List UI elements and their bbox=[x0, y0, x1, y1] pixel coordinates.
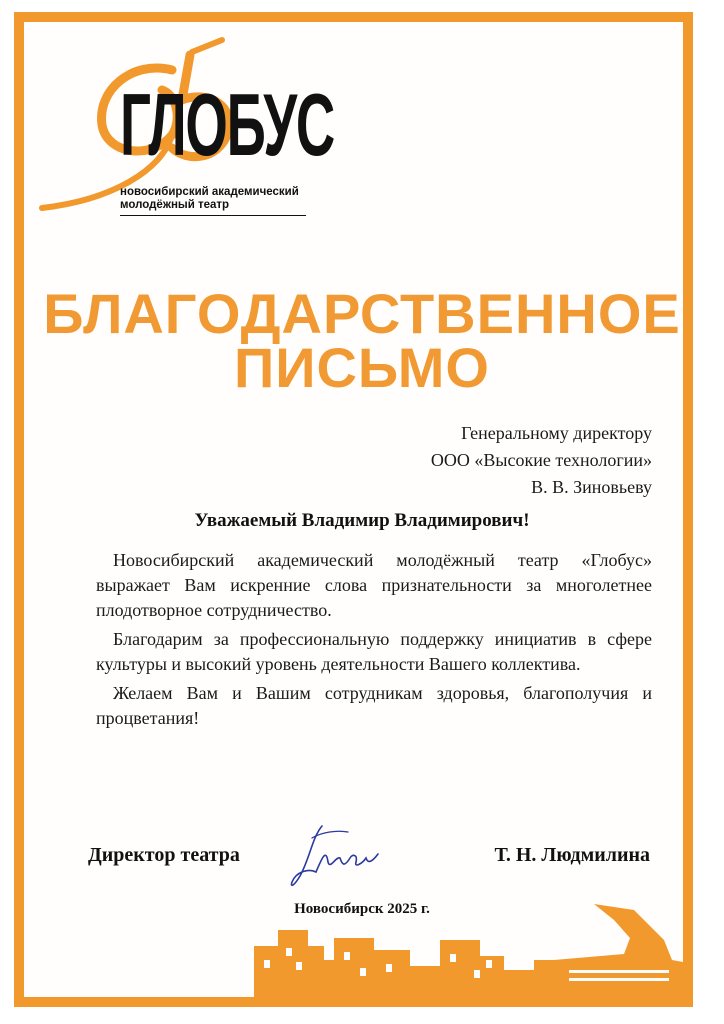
signatory-role: Директор театра bbox=[88, 844, 240, 866]
theatre-logo bbox=[22, 30, 335, 220]
addressee-position: Генеральному директору bbox=[461, 423, 652, 443]
logo-subtitle-line1: новосибирский академический bbox=[120, 186, 299, 198]
letter-body bbox=[96, 548, 652, 735]
city-skyline-illustration bbox=[24, 890, 683, 997]
body-paragraph-1: Новосибирский академический молодёжный театр «Глобус» выражает Вам искренние слова признательности за многолетнее плодотворное сотрудничество. bbox=[96, 550, 652, 620]
addressee-block bbox=[431, 420, 652, 501]
addressee-name: В. В. Зиновьеву bbox=[531, 477, 652, 497]
body-paragraph-2: Благодарим за профессиональную поддержку инициатив в сфере культуры и высокий уровень деятельности Вашего коллектива. bbox=[96, 629, 652, 674]
body-paragraph-3: Желаем Вам и Вашим сотрудникам здоровья, благополучия и процветания! bbox=[96, 683, 652, 728]
greeting: Уважаемый Владимир Владимирович! bbox=[194, 510, 530, 531]
document-title-line2: ПИСЬМО bbox=[233, 336, 490, 399]
logo-subtitle bbox=[120, 186, 306, 216]
addressee-company: ООО «Высокие технологии» bbox=[430, 450, 652, 470]
logo-subtitle-line2: молодёжный театр bbox=[120, 199, 230, 211]
handwritten-signature bbox=[282, 818, 392, 898]
document-title-line1: БЛАГОДАРСТВЕННОЕ bbox=[43, 282, 681, 345]
signatory-name: Т. Н. Людмилина bbox=[494, 844, 650, 866]
logo-wordmark: ГЛОБУС bbox=[120, 75, 335, 174]
place-and-date: Новосибирск 2025 г. bbox=[294, 901, 430, 917]
